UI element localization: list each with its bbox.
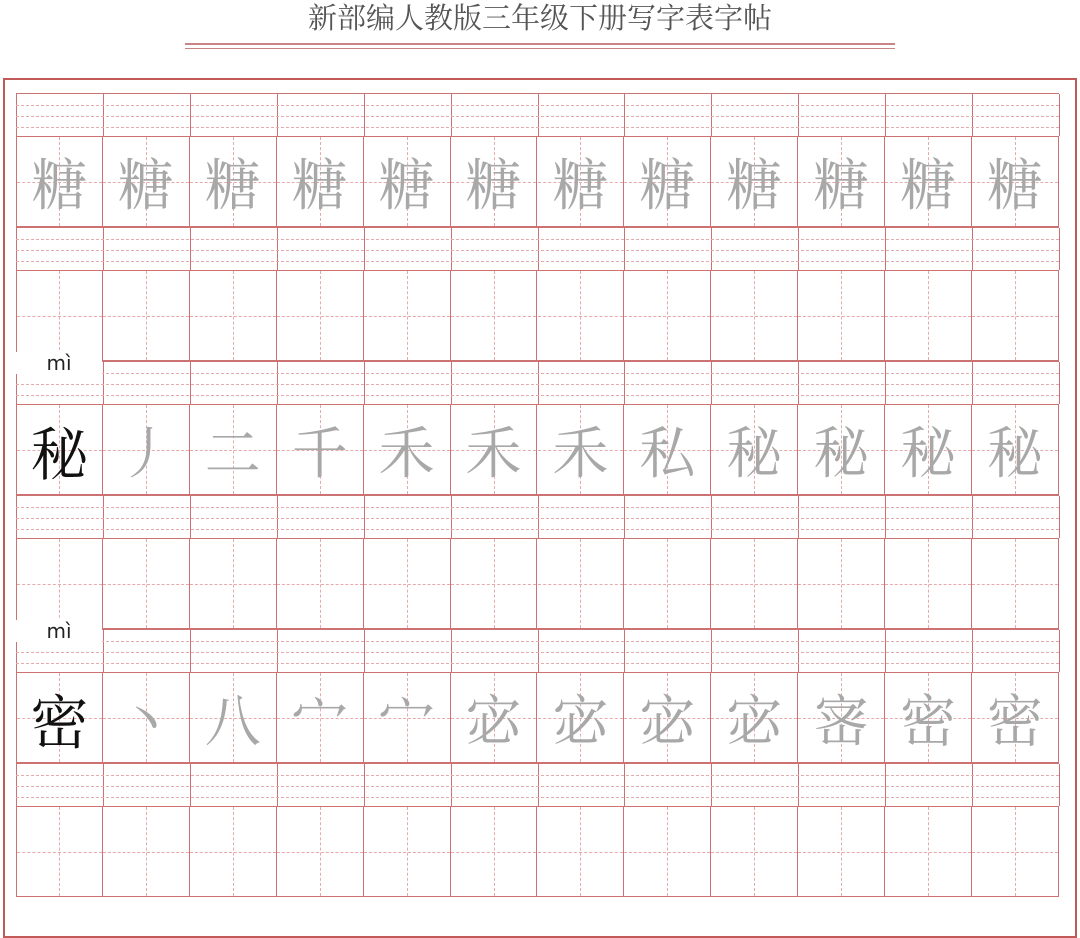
tianzige-cell[interactable] bbox=[538, 271, 625, 360]
trace-character: 糖 bbox=[987, 153, 1044, 219]
tianzige-cell[interactable] bbox=[538, 405, 625, 494]
pinyin-guide-line bbox=[16, 529, 1059, 530]
tianzige-cell[interactable] bbox=[451, 539, 538, 628]
cell-horizontal-guide bbox=[364, 852, 450, 853]
tianzige-cell[interactable] bbox=[711, 673, 798, 762]
pinyin-column-line bbox=[190, 362, 191, 404]
pinyin-column-line bbox=[972, 362, 973, 404]
tianzige-cell[interactable] bbox=[798, 405, 885, 494]
trace-character: 糖 bbox=[204, 153, 261, 219]
cell-horizontal-guide bbox=[103, 852, 189, 853]
trace-character: 糖 bbox=[117, 153, 174, 219]
pinyin-column-line bbox=[451, 228, 452, 270]
character-row bbox=[16, 807, 1059, 897]
pinyin-column-line bbox=[16, 496, 17, 538]
pinyin-column-line bbox=[16, 228, 17, 270]
cell-horizontal-guide bbox=[538, 584, 624, 585]
pinyin-column-line bbox=[711, 630, 712, 672]
pinyin-column-line bbox=[798, 228, 799, 270]
tianzige-cell[interactable] bbox=[885, 137, 972, 226]
trace-character: 千 bbox=[291, 421, 348, 487]
cell-horizontal-guide bbox=[885, 316, 971, 317]
tianzige-cell[interactable] bbox=[711, 405, 798, 494]
pinyin-band bbox=[16, 495, 1059, 539]
trace-character: 宓 bbox=[552, 689, 609, 755]
tianzige-cell[interactable] bbox=[190, 271, 277, 360]
pinyin-column-line bbox=[451, 362, 452, 404]
pinyin-guide-line bbox=[16, 797, 1059, 798]
pinyin-column-line bbox=[364, 94, 365, 136]
cell-horizontal-guide bbox=[798, 852, 884, 853]
trace-character: 秘 bbox=[900, 421, 957, 487]
pinyin-column-line bbox=[972, 228, 973, 270]
pinyin-guide-line bbox=[16, 384, 1059, 385]
pinyin-column-line bbox=[1059, 228, 1060, 270]
trace-character: 糖 bbox=[465, 153, 522, 219]
cell-horizontal-guide bbox=[364, 584, 450, 585]
pinyin-column-line bbox=[885, 362, 886, 404]
pinyin-column-line bbox=[1059, 630, 1060, 672]
pinyin-column-line bbox=[1059, 94, 1060, 136]
model-character: 秘 bbox=[30, 420, 89, 489]
pinyin-guide-line bbox=[16, 105, 1059, 106]
pinyin-column-line bbox=[451, 94, 452, 136]
pinyin-column-line bbox=[451, 764, 452, 806]
cell-horizontal-guide bbox=[277, 316, 363, 317]
pinyin-column-line bbox=[538, 630, 539, 672]
pinyin-column-line bbox=[624, 228, 625, 270]
pinyin-column-line bbox=[711, 362, 712, 404]
tianzige-cell[interactable] bbox=[364, 271, 451, 360]
tianzige-cell[interactable] bbox=[190, 539, 277, 628]
tianzige-cell[interactable] bbox=[103, 271, 190, 360]
pinyin-column-line bbox=[538, 496, 539, 538]
tianzige-cell[interactable] bbox=[364, 673, 451, 762]
pinyin-column-line bbox=[277, 764, 278, 806]
tianzige-cell[interactable] bbox=[798, 539, 885, 628]
tianzige-cell[interactable] bbox=[364, 137, 451, 226]
pinyin-column-line bbox=[624, 496, 625, 538]
tianzige-cell[interactable] bbox=[277, 539, 364, 628]
pinyin-column-line bbox=[190, 764, 191, 806]
pinyin-column-line bbox=[364, 228, 365, 270]
pinyin-column-line bbox=[972, 630, 973, 672]
tianzige-cell[interactable] bbox=[972, 405, 1059, 494]
cell-horizontal-guide bbox=[972, 584, 1058, 585]
tianzige-cell[interactable] bbox=[972, 271, 1059, 360]
pinyin-column-line bbox=[16, 764, 17, 806]
pinyin-guide-line bbox=[16, 395, 1059, 396]
pinyin-guide-line bbox=[16, 786, 1059, 787]
pinyin-guide-line bbox=[16, 663, 1059, 664]
tianzige-cell[interactable] bbox=[103, 137, 190, 226]
pinyin-guide-line bbox=[16, 641, 1059, 642]
cell-horizontal-guide bbox=[190, 316, 276, 317]
pinyin-column-line bbox=[277, 630, 278, 672]
trace-character: 糖 bbox=[900, 153, 957, 219]
pinyin-column-line bbox=[277, 228, 278, 270]
pinyin-column-line bbox=[972, 94, 973, 136]
trace-character: 宻 bbox=[813, 689, 870, 755]
trace-character: 糖 bbox=[291, 153, 348, 219]
pinyin-band bbox=[16, 93, 1059, 137]
cell-horizontal-guide bbox=[190, 852, 276, 853]
pinyin-band bbox=[16, 763, 1059, 807]
pinyin-column-line bbox=[538, 94, 539, 136]
cell-horizontal-guide bbox=[277, 852, 363, 853]
pinyin-column-line bbox=[364, 496, 365, 538]
trace-character: 糖 bbox=[378, 153, 435, 219]
tianzige-cell[interactable] bbox=[885, 271, 972, 360]
pinyin-column-line bbox=[1059, 764, 1060, 806]
tianzige-cell[interactable] bbox=[711, 539, 798, 628]
pinyin-guide-line bbox=[16, 127, 1059, 128]
trace-character: 丿 bbox=[117, 421, 174, 487]
tianzige-cell[interactable] bbox=[798, 807, 885, 896]
pinyin-guide-line bbox=[16, 775, 1059, 776]
tianzige-cell[interactable] bbox=[451, 673, 538, 762]
tianzige-cell[interactable] bbox=[885, 673, 972, 762]
trace-character: 八 bbox=[204, 689, 261, 755]
cell-horizontal-guide bbox=[538, 316, 624, 317]
tianzige-cell[interactable] bbox=[624, 673, 711, 762]
tianzige-cell[interactable] bbox=[885, 539, 972, 628]
pinyin-guide-line bbox=[16, 518, 1059, 519]
pinyin-column-line bbox=[1059, 496, 1060, 538]
pinyin-column-line bbox=[277, 362, 278, 404]
trace-character: 私 bbox=[639, 421, 696, 487]
tianzige-cell[interactable] bbox=[972, 807, 1059, 896]
cell-horizontal-guide bbox=[885, 584, 971, 585]
cell-horizontal-guide bbox=[711, 584, 797, 585]
cell-horizontal-guide bbox=[711, 852, 797, 853]
pinyin-column-line bbox=[538, 764, 539, 806]
pinyin-column-line bbox=[1059, 362, 1060, 404]
pinyin-guide-line bbox=[16, 373, 1059, 374]
tianzige-cell[interactable] bbox=[538, 673, 625, 762]
pinyin-column-line bbox=[711, 496, 712, 538]
tianzige-cell[interactable] bbox=[885, 807, 972, 896]
pinyin-guide-line bbox=[16, 507, 1059, 508]
pinyin-column-line bbox=[711, 764, 712, 806]
cell-horizontal-guide bbox=[103, 584, 189, 585]
cell-horizontal-guide bbox=[885, 852, 971, 853]
pinyin-band bbox=[16, 351, 1059, 405]
pinyin-column-line bbox=[624, 630, 625, 672]
pinyin-guide-line bbox=[16, 239, 1059, 240]
tianzige-cell[interactable] bbox=[190, 405, 277, 494]
pinyin-column-line bbox=[624, 362, 625, 404]
tianzige-cell[interactable] bbox=[16, 807, 103, 896]
pinyin-column-line bbox=[364, 630, 365, 672]
pinyin-column-line bbox=[190, 496, 191, 538]
pinyin-column-line bbox=[624, 94, 625, 136]
tianzige-cell[interactable] bbox=[798, 271, 885, 360]
pinyin-column-line bbox=[711, 94, 712, 136]
pinyin-column-line bbox=[364, 764, 365, 806]
pinyin-column-line bbox=[972, 764, 973, 806]
tianzige-cell[interactable] bbox=[364, 807, 451, 896]
trace-character: 秘 bbox=[813, 421, 870, 487]
title-underline bbox=[185, 43, 895, 45]
cell-horizontal-guide bbox=[798, 316, 884, 317]
pinyin-column-line bbox=[885, 228, 886, 270]
pinyin-column-line bbox=[885, 630, 886, 672]
pinyin-column-line bbox=[277, 94, 278, 136]
pinyin-column-line bbox=[538, 228, 539, 270]
pinyin-label: mì bbox=[16, 352, 102, 374]
trace-character: 糖 bbox=[31, 153, 88, 219]
pinyin-guide-line bbox=[16, 116, 1059, 117]
pinyin-guide-line bbox=[16, 250, 1059, 251]
tianzige-cell[interactable] bbox=[103, 807, 190, 896]
title-underline-thin bbox=[185, 48, 895, 49]
pinyin-band bbox=[16, 619, 1059, 673]
cell-horizontal-guide bbox=[364, 316, 450, 317]
trace-character: 二 bbox=[204, 421, 261, 487]
tianzige-cell[interactable] bbox=[711, 271, 798, 360]
cell-horizontal-guide bbox=[711, 316, 797, 317]
trace-character: 禾 bbox=[378, 421, 435, 487]
trace-character: 宀 bbox=[291, 689, 348, 755]
character-row bbox=[16, 405, 1059, 495]
tianzige-cell[interactable] bbox=[624, 539, 711, 628]
cell-horizontal-guide bbox=[17, 316, 102, 317]
pinyin-column-line bbox=[624, 764, 625, 806]
tianzige-cell[interactable] bbox=[16, 673, 103, 762]
pinyin-column-line bbox=[103, 496, 104, 538]
trace-character: 宓 bbox=[465, 689, 522, 755]
tianzige-cell[interactable] bbox=[624, 137, 711, 226]
pinyin-column-line bbox=[277, 496, 278, 538]
pinyin-column-line bbox=[451, 630, 452, 672]
pinyin-column-line bbox=[711, 228, 712, 270]
tianzige-cell[interactable] bbox=[798, 137, 885, 226]
tianzige-cell[interactable] bbox=[277, 405, 364, 494]
tianzige-cell[interactable] bbox=[538, 137, 625, 226]
tianzige-cell[interactable] bbox=[16, 137, 103, 226]
pinyin-column-line bbox=[190, 228, 191, 270]
tianzige-cell[interactable] bbox=[624, 271, 711, 360]
tianzige-cell[interactable] bbox=[451, 807, 538, 896]
tianzige-cell[interactable] bbox=[711, 807, 798, 896]
trace-character: 丶 bbox=[117, 689, 174, 755]
tianzige-cell[interactable] bbox=[451, 137, 538, 226]
pinyin-column-line bbox=[103, 94, 104, 136]
pinyin-column-line bbox=[885, 94, 886, 136]
cell-horizontal-guide bbox=[103, 316, 189, 317]
trace-character: 糖 bbox=[813, 153, 870, 219]
trace-character: 糖 bbox=[639, 153, 696, 219]
tianzige-cell[interactable] bbox=[103, 673, 190, 762]
tianzige-cell[interactable] bbox=[798, 673, 885, 762]
tianzige-cell[interactable] bbox=[885, 405, 972, 494]
tianzige-cell[interactable] bbox=[277, 271, 364, 360]
tianzige-cell[interactable] bbox=[277, 807, 364, 896]
tianzige-cell[interactable] bbox=[103, 405, 190, 494]
character-row bbox=[16, 271, 1059, 361]
trace-character: 宀 bbox=[378, 689, 435, 755]
cell-horizontal-guide bbox=[798, 584, 884, 585]
pinyin-column-line bbox=[538, 362, 539, 404]
tianzige-cell[interactable] bbox=[16, 271, 103, 360]
pinyin-guide-line bbox=[16, 261, 1059, 262]
tianzige-cell[interactable] bbox=[16, 405, 103, 494]
cell-horizontal-guide bbox=[277, 584, 363, 585]
cell-horizontal-guide bbox=[190, 584, 276, 585]
cell-horizontal-guide bbox=[538, 852, 624, 853]
tianzige-cell[interactable] bbox=[364, 405, 451, 494]
trace-character: 禾 bbox=[552, 421, 609, 487]
tianzige-cell[interactable] bbox=[277, 673, 364, 762]
pinyin-column-line bbox=[798, 362, 799, 404]
trace-character: 密 bbox=[987, 689, 1044, 755]
tianzige-cell[interactable] bbox=[190, 807, 277, 896]
page-title: 新部编人教版三年级下册写字表字帖 bbox=[307, 1, 772, 35]
character-row bbox=[16, 539, 1059, 629]
tianzige-cell[interactable] bbox=[972, 539, 1059, 628]
pinyin-column-line bbox=[103, 630, 104, 672]
pinyin-column-line bbox=[798, 94, 799, 136]
tianzige-cell[interactable] bbox=[711, 137, 798, 226]
tianzige-cell[interactable] bbox=[190, 673, 277, 762]
pinyin-column-line bbox=[190, 630, 191, 672]
cell-horizontal-guide bbox=[624, 584, 710, 585]
pinyin-guide-line bbox=[16, 652, 1059, 653]
pinyin-column-line bbox=[885, 496, 886, 538]
trace-character: 秘 bbox=[726, 421, 783, 487]
pinyin-column-line bbox=[364, 362, 365, 404]
tianzige-cell[interactable] bbox=[16, 539, 103, 628]
tianzige-cell[interactable] bbox=[451, 271, 538, 360]
character-row bbox=[16, 673, 1059, 763]
pinyin-column-line bbox=[798, 630, 799, 672]
model-character: 密 bbox=[30, 688, 89, 757]
pinyin-column-line bbox=[103, 764, 104, 806]
pinyin-label: mì bbox=[16, 620, 102, 642]
tianzige-cell[interactable] bbox=[451, 405, 538, 494]
trace-character: 糖 bbox=[552, 153, 609, 219]
tianzige-cell[interactable] bbox=[538, 807, 625, 896]
pinyin-column-line bbox=[190, 94, 191, 136]
cell-horizontal-guide bbox=[624, 852, 710, 853]
pinyin-column-line bbox=[103, 228, 104, 270]
pinyin-column-line bbox=[972, 496, 973, 538]
pinyin-band bbox=[16, 227, 1059, 271]
tianzige-cell[interactable] bbox=[624, 405, 711, 494]
tianzige-cell[interactable] bbox=[277, 137, 364, 226]
tianzige-cell[interactable] bbox=[972, 137, 1059, 226]
pinyin-column-line bbox=[16, 94, 17, 136]
character-row bbox=[16, 137, 1059, 227]
cell-horizontal-guide bbox=[451, 584, 537, 585]
cell-horizontal-guide bbox=[972, 316, 1058, 317]
pinyin-column-line bbox=[885, 764, 886, 806]
cell-horizontal-guide bbox=[972, 852, 1058, 853]
tianzige-cell[interactable] bbox=[364, 539, 451, 628]
cell-horizontal-guide bbox=[17, 852, 102, 853]
cell-horizontal-guide bbox=[624, 316, 710, 317]
tianzige-cell[interactable] bbox=[624, 807, 711, 896]
tianzige-cell[interactable] bbox=[190, 137, 277, 226]
tianzige-cell[interactable] bbox=[972, 673, 1059, 762]
cell-horizontal-guide bbox=[17, 584, 102, 585]
tianzige-cell[interactable] bbox=[103, 539, 190, 628]
tianzige-cell[interactable] bbox=[538, 539, 625, 628]
trace-character: 糖 bbox=[726, 153, 783, 219]
pinyin-column-line bbox=[451, 496, 452, 538]
trace-character: 禾 bbox=[465, 421, 522, 487]
trace-character: 宓 bbox=[639, 689, 696, 755]
pinyin-column-line bbox=[798, 764, 799, 806]
trace-character: 宓 bbox=[726, 689, 783, 755]
cell-horizontal-guide bbox=[451, 316, 537, 317]
pinyin-column-line bbox=[798, 496, 799, 538]
cell-horizontal-guide bbox=[451, 852, 537, 853]
trace-character: 秘 bbox=[987, 421, 1044, 487]
trace-character: 密 bbox=[900, 689, 957, 755]
pinyin-column-line bbox=[103, 362, 104, 404]
